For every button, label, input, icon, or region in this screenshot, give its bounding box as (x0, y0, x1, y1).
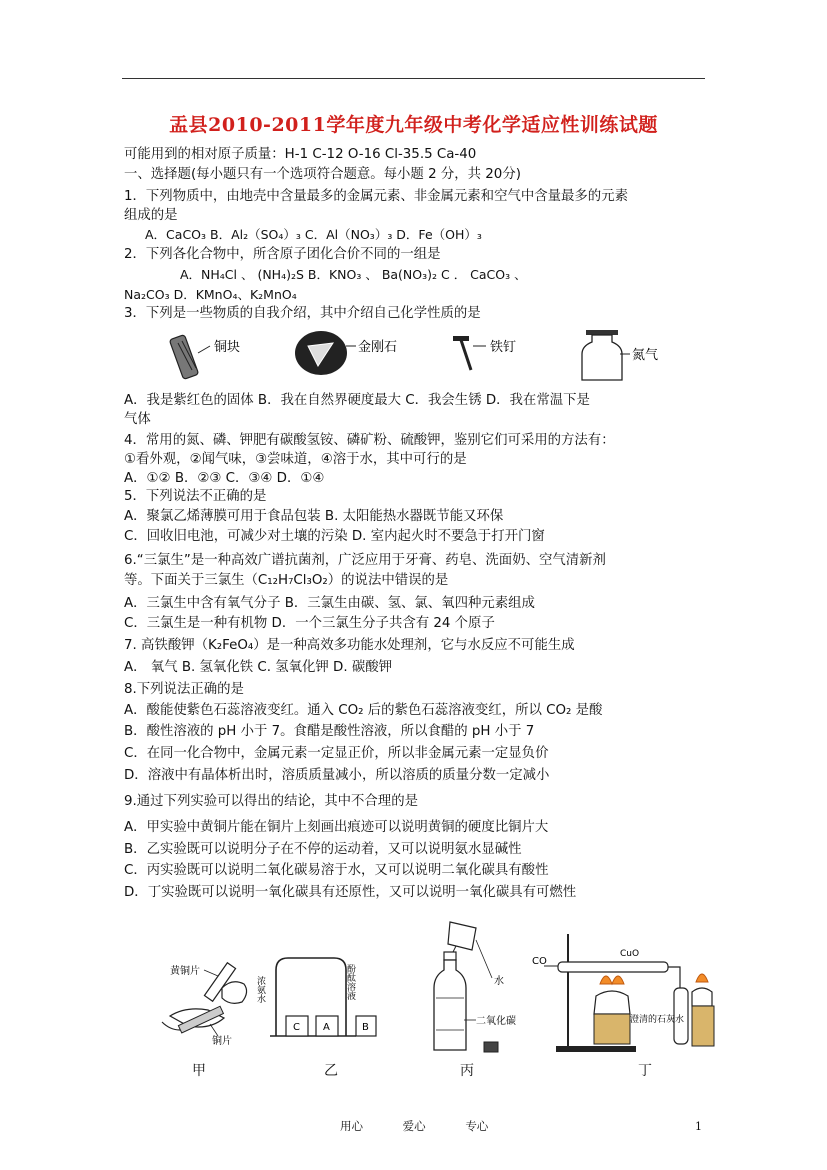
beaker-c-label: C (293, 1022, 300, 1033)
q3-stem: 3．下列是一些物质的自我介绍，其中介绍自己化学性质的是 (124, 306, 481, 321)
q9-option-b: B．乙实验既可以说明分子在不停的运动着，又可以说明氨水显碱性 (124, 842, 522, 857)
label-ammonia: 浓氨水 (255, 976, 265, 1003)
q2-options-line1: A．NH₄Cl 、 (NH₄)₂S B．KNO₃ 、 Ba(NO₃)₂ C ． CaCO₃ 、 (180, 267, 527, 282)
atomic-mass-line: 可能用到的相对原子质量：H-1 C-12 O-16 Cl-35.5 Ca-40 (124, 147, 477, 162)
beaker-b-label: B (362, 1022, 369, 1033)
label-co2: 二氧化碳 (476, 1016, 516, 1027)
gas-bottle-icon (582, 330, 630, 380)
q2-options-line2: Na₂CO₃ D．KMnO₄、K₂MnO₄ (124, 287, 297, 302)
exam-title: 盂县2010-2011学年度九年级中考化学适应性训练试题 (169, 114, 658, 136)
label-iron-nail: 铁钉 (490, 340, 517, 355)
caption-yi: 乙 (324, 1063, 338, 1079)
page-footer (340, 1118, 506, 1134)
header-rule (122, 78, 705, 79)
section-heading: 一、选择题(每小题只有一个选项符合题意。每小题 2 分，共 20分) (124, 167, 521, 182)
q6-options-line2: C．三氯生是一种有机物 D．一个三氯生分子共含有 24 个原子 (124, 616, 495, 631)
q9-option-d: D．丁实验既可以说明一氧化碳具有还原性，又可以说明一氧化碳具有可燃性 (124, 885, 577, 900)
label-copper-sheet: 铜片 (212, 1036, 232, 1047)
q8-option-b: B．酸性溶液的 pH 小于 7。食醋是酸性溶液，所以食醋的 pH 小于 7 (124, 724, 535, 739)
label-copper: 铜块 (214, 340, 241, 355)
q5-stem: 5．下列说法不正确的是 (124, 489, 267, 504)
q9-option-a: A．甲实验中黄铜片能在铜片上刻画出痕迹可以说明黄铜的硬度比铜片大 (124, 820, 549, 835)
footer-word-3: 专心 (465, 1119, 489, 1133)
diamond-icon (295, 331, 356, 375)
q4-stem: 4．常用的氮、磷、钾肥有碳酸氢铵、磷矿粉、硫酸钾，鉴别它们可采用的方法有： (124, 433, 615, 448)
q4-options: A．①② B．②③ C．③④ D．①④ (124, 471, 325, 486)
iron-nail-icon (453, 336, 486, 370)
q5-options-line1: A．聚氯乙烯薄膜可用于食品包装 B. 太阳能热水器既节能又环保 (124, 509, 504, 524)
q1-stem-cont: 组成的是 (124, 208, 178, 223)
q7-stem: 7. 高铁酸钾（K₂FeO₄）是一种高效多功能水处理剂，它与水反应不可能生成 (124, 638, 575, 653)
q6-options-line1: A．三氯生中含有氧气分子 B．三氯生由碳、氢、氯、氧四种元素组成 (124, 596, 535, 611)
q6-stem-cont: 等。下面关于三氯生（C₁₂H₇Cl₃O₂）的说法中错误的是 (124, 573, 449, 588)
label-cuo: CuO (620, 949, 640, 959)
footer-word-1: 用心 (340, 1119, 363, 1133)
label-water: 水 (494, 976, 504, 987)
caption-jia: 甲 (192, 1063, 206, 1079)
label-brass: 黄铜片 (170, 966, 200, 977)
label-phenolphthalein: 酚酞溶液 (345, 964, 355, 1000)
q8-stem: 8.下列说法正确的是 (124, 682, 244, 697)
q2-stem: 2．下列各化合物中，所含原子团化合价不同的一组是 (124, 247, 441, 262)
footer-word-2: 爱心 (402, 1119, 426, 1133)
q3-substance-pictures (168, 328, 728, 386)
q8-option-d: D．溶液中有晶体析出时，溶质质量减小，所以溶质的质量分数一定减小 (124, 768, 550, 783)
q5-options-line2: C．回收旧电池，可减少对土壤的污染 D. 室内起火时不要急于打开门窗 (124, 529, 545, 544)
q3-options: A．我是紫红色的固体 B．我在自然界硬度最大 C．我会生锈 D．我在常温下是 (124, 393, 590, 408)
label-limewater: 澄清的石灰水 (630, 1015, 685, 1025)
ammonia-diffusion-figure (255, 958, 376, 1036)
caption-ding: 丁 (638, 1063, 652, 1079)
co-reduction-figure (532, 934, 714, 1052)
page-number: 1 (695, 1120, 702, 1133)
q9-option-c: C．丙实验既可以说明二氧化碳易溶于水，又可以说明二氧化碳具有酸性 (124, 863, 549, 878)
label-diamond: 金刚石 (358, 340, 398, 355)
q6-stem: 6.“三氯生”是一种高效广谱抗菌剂，广泛应用于牙膏、药皂、洗面奶、空气清新剂 (124, 553, 606, 568)
co2-bottle-figure (434, 922, 516, 1052)
q7-options: A． 氧气 B. 氢氧化铁 C. 氢氧化钾 D. 碳酸钾 (124, 660, 393, 675)
q9-stem: 9.通过下列实验可以得出的结论，其中不合理的是 (124, 794, 418, 809)
q8-option-c: C．在同一化合物中，金属元素一定显正价，所以非金属元素一定显负价 (124, 746, 549, 761)
q4-methods: ①看外观，②闻气味，③尝味道，④溶于水，其中可行的是 (124, 452, 467, 467)
q8-option-a: A．酸能使紫色石蕊溶液变红。通入 CO₂ 后的紫色石蕊溶液变红，所以 CO₂ 是酸 (124, 703, 603, 718)
q1-stem: 1．下列物质中，由地壳中含量最多的金属元素、非金属元素和空气中含量最多的元素 (124, 189, 628, 204)
label-nitrogen: 氮气 (632, 348, 659, 363)
scratch-experiment-figure (162, 963, 247, 1047)
q3-options-cont: 气体 (124, 412, 151, 427)
beaker-a-label: A (323, 1022, 330, 1033)
experiment-figures (160, 918, 740, 1063)
copper-block-icon (169, 335, 210, 380)
q1-options: A．CaCO₃ B．Al₂（SO₄）₃ C．Al（NO₃）₃ D．Fe（OH）₃ (145, 227, 482, 242)
caption-bing: 丙 (460, 1063, 474, 1079)
label-co: CO (532, 956, 547, 967)
